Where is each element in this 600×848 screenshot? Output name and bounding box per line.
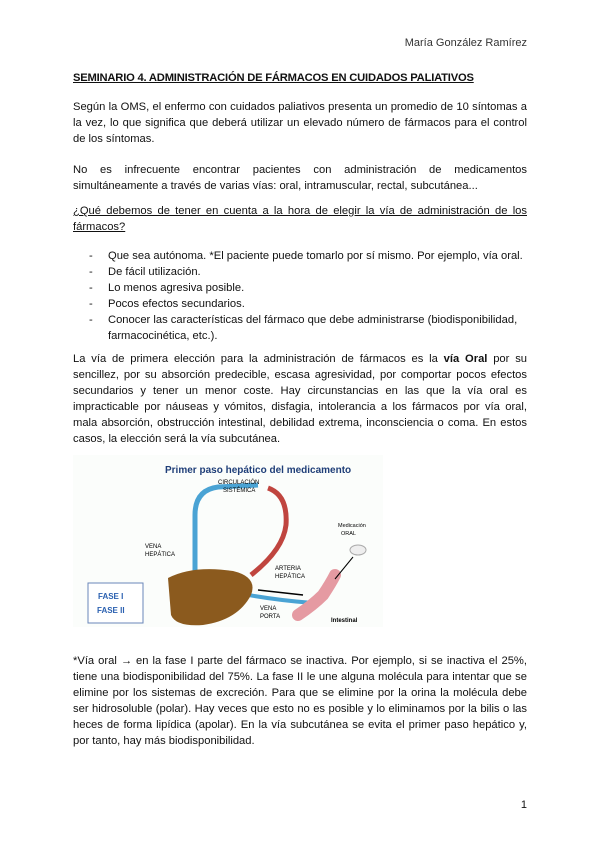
criteria-list <box>73 248 527 344</box>
label: ARTERIA <box>275 566 301 572</box>
text: La vía de primera elección para la administración de fármacos es la <box>73 353 444 365</box>
fase-1-label: FASE I <box>98 592 124 601</box>
label: HEPÁTICA <box>275 574 306 580</box>
figure-title: Primer paso hepático del medicamento <box>165 465 352 476</box>
list-item: - De fácil utilización. <box>73 264 527 280</box>
label: HEPÁTICA <box>145 552 176 558</box>
page-header-author: María González Ramírez <box>404 37 527 49</box>
bold-text: vía Oral <box>443 353 488 365</box>
list-item: - Conocer las características del fármaco que debe administrarse (biodisponibilidad, farmacocinética, etc.). <box>73 312 527 344</box>
page-number: 1 <box>520 799 527 811</box>
label: CIRCULACIÓN <box>218 480 260 486</box>
list-item: - Pocos efectos secundarios. <box>73 296 527 312</box>
label: Intestinal <box>331 618 358 624</box>
label: ORAL <box>341 531 356 537</box>
paragraph-note-via-oral: *Vía oral → en la fase I parte del fármaco se inactiva. Por ejemplo, si se inactiva el 25%, tiene una biodisponibilidad del 75%. La fase II le une alguna molécula para intentar que se elimine por los sistemas de excreción. Para que se elimine por la orina la molécula debe ser hidrosoluble (polar). Hay veces que esto no es posible y lo eliminamos por la bilis o las heces de forma lipídica (apolar). En la vía subcutánea se evita el primer paso hepático y, por tanto, hay más biodisponibilidad. <box>73 655 527 747</box>
label: SISTÉMICA <box>223 488 256 494</box>
label: VENA <box>145 544 162 550</box>
paragraph-via-oral <box>73 351 527 447</box>
list-item: - Lo menos agresiva posible. <box>73 280 527 296</box>
document-title: SEMINARIO 4. ADMINISTRACIÓN DE FÁRMACOS EN CUIDADOS PALIATIVOS <box>73 72 474 84</box>
question-heading: ¿Qué debemos de tener en cuenta a la hora de elegir la vía de administración de los fármacos? <box>73 205 527 233</box>
label: VENA <box>260 606 277 612</box>
label: Medicación <box>338 523 366 529</box>
paragraph-vias: No es infrecuente encontrar pacientes con administración de medicamentos simultáneamente a través de varias vías: oral, intramuscular, rectal, subcutánea... <box>73 164 527 192</box>
text: por su sencillez, por su absorción predecible, escasa agresividad, por comportar pocos efectos secundarios y tener un menor coste. Hay circunstancias en las que la vía oral es impracticable por náuseas y vómitos, disfagia, intolerancia a los fármacos por vía oral, mala absorción, obstrucción intestinal, debilidad extrema, inconsciencia o coma. En estos casos, la elección será la vía subcutánea. <box>73 353 528 445</box>
fase-2-label: FASE II <box>97 606 125 615</box>
first-pass-figure <box>73 455 383 627</box>
paragraph-oms: Según la OMS, el enfermo con cuidados paliativos presenta un promedio de 10 síntomas a la vez, lo que significa que deberá utilizar un elevado número de fármacos para el control de los síntomas. <box>73 101 527 145</box>
list-item: - Que sea autónoma. *El paciente puede tomarlo por sí mismo. Por ejemplo, vía oral. <box>73 248 527 264</box>
label: PORTA <box>260 614 281 620</box>
